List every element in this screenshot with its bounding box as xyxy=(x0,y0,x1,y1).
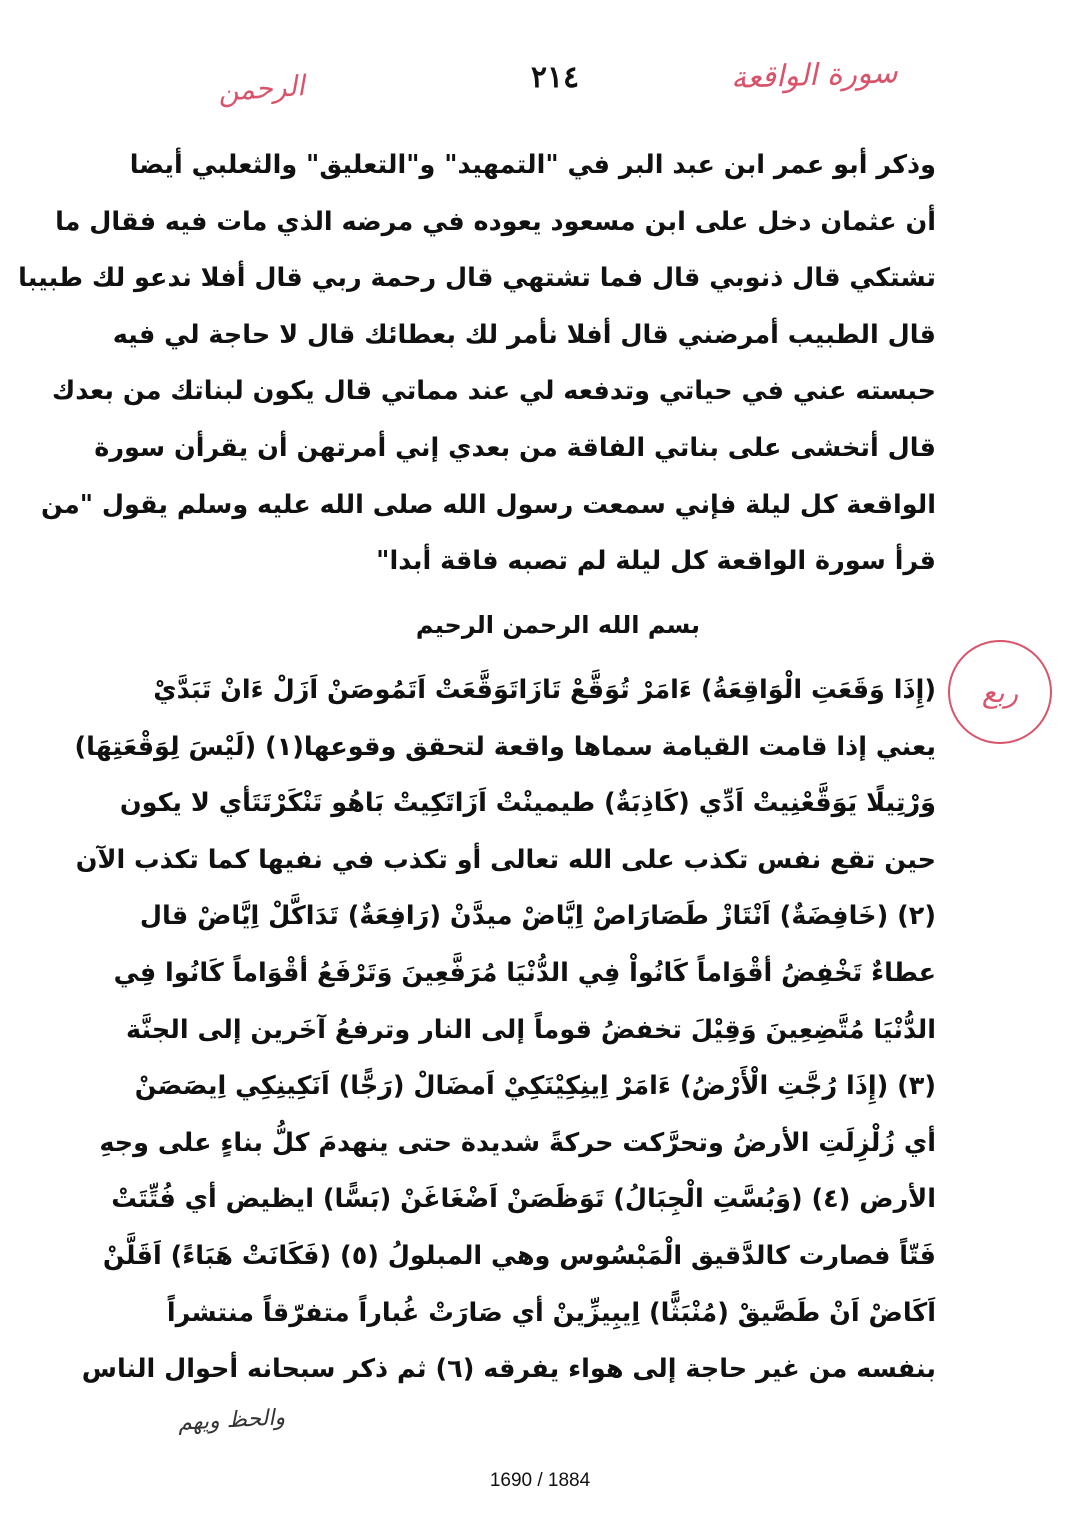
paragraph-1 xyxy=(18,137,936,590)
page-counter: 1690 / 1884 xyxy=(489,1470,591,1491)
text-line: قال الطبيب أمرضني قال أفلا نأمر لك بعطائك قال لا حاجة لي فيه xyxy=(112,319,936,350)
paragraph-2 xyxy=(74,662,936,1398)
text-line: الدُّنْيَا مُتَّضِعِينَ وَقِيْلَ تخفضُ قوماً إلى النار وترفعُ آخَرين إلى الجنَّة xyxy=(126,1014,936,1045)
text-line: أن عثمان دخل على ابن مسعود يعوده في مرضه الذي مات فيه فقال ما xyxy=(55,206,936,237)
text-line: حبسته عني في حياتي وتدفعه لي عند مماتي قال يكون لبناتك من بعدك xyxy=(51,376,936,407)
text-line: قرأ سورة الواقعة كل ليلة لم تصبه فاقة أبدا" xyxy=(376,546,936,577)
text-line: الأرض (٤) (وَبُسَّتِ الْجِبَالُ) تَوَظَصَنْ اَضْغَاغَنْ (بَسًّا) ايظيض أي فُتِّتَتْ xyxy=(111,1184,936,1215)
text-line: بنفسه من غير حاجة إلى هواء يفرقه (٦) ثم ذكر سبحانه أحوال الناس xyxy=(81,1354,936,1385)
text-line: فَتّاً فصارت كالدَّقيق الْمَبْسُوس وهي المبلولُ (٥) (فَكَانَتْ هَبَاءً) اَقَلَّنْ xyxy=(102,1240,936,1271)
bottom-handwritten-note: والحظ ويهم xyxy=(177,1405,286,1436)
circle-note-text: ربع xyxy=(981,675,1019,709)
text-line: أي زُلْزِلَتِ الأرضُ وتحرَّكت حركةً شديدة حتى ينهدمَ كلُّ بناءٍ على وجهِ xyxy=(99,1127,936,1158)
text-line: عطاءٌ تَخْفِضُ أقْوَاماً كَانُواْ فِي الدُّنْيَا مُرَفَّعِينَ وَتَرْفَعُ أقْوَاماً كَانُوا فِي xyxy=(113,957,936,988)
text-line: اَكَاضْ اَنْ طَصَّيقْ (مُنْبَثًّا) اِيبِيزِّينْ أي صَارَتْ غُباراً متفرّقاً منتشراً xyxy=(166,1297,936,1328)
text-line: الواقعة كل ليلة فإني سمعت رسول الله صلى الله عليه وسلم يقول "من xyxy=(41,489,936,520)
surah-title-handwritten: سورة الواقعة xyxy=(730,55,899,96)
page-number: ٢١٤ xyxy=(530,60,580,95)
margin-circle-note xyxy=(948,640,1052,744)
text-line: وذكر أبو عمر ابن عبد البر في "التمهيد" و"التعليق" والثعلبي أيضا xyxy=(129,150,936,180)
text-line: حين تقع نفس تكذب على الله تعالى أو تكذب في نفيها كما تكذب الآن xyxy=(75,844,936,875)
margin-handwritten-word: الرحمن xyxy=(216,69,306,108)
text-line: وَرْتِيلًا يَوَقَّعْنِيتْ اَدِّي (كَاذِبَةٌ) طيمينْتْ اَزَاتَكِيتْ بَاهُو تَنْكَرْتَتَأي لا يكون xyxy=(119,788,936,819)
text-line: قال أتخشى على بناتي الفاقة من بعدي إني أمرتهن أن يقرأن سورة xyxy=(94,432,936,463)
text-line: (٣) (إِذَا رُجَّتِ الْأَرْضُ) ءَامَرْ اِينِكِيْنَكِيْ اَمضَالْ (رَجًّا) اَنَكِينِكِي اِيصَصَنْ xyxy=(134,1071,936,1102)
text-line: يعني إذا قامت القيامة سماها واقعة لتحقق وقوعها(١) (لَيْسَ لِوَقْعَتِهَا) xyxy=(74,731,936,762)
text-line: (٢) (خَافِضَةٌ) اَنْتَازْ طَصَارَاصْ اِيَّاضْ ميدَّنْ (رَافِعَةٌ) تَدَاكَّلْ اِيَّاضْ قال xyxy=(139,901,936,932)
basmala-heading: بسم الله الرحمن الرحيم xyxy=(415,611,701,639)
text-line: (إِذَا وَقَعَتِ الْوَاقِعَةُ) ءَامَرْ تُوَقَّعْ تَازَاتَوَقَّعَتْ اَتَمُوصَنْ اَزَلْ ءَانْ تَبَدَّيْ xyxy=(153,675,936,705)
text-line: تشتكي قال ذنوبي قال فما تشتهي قال رحمة ربي قال أفلا ندعو لك طبيبا xyxy=(18,263,936,294)
